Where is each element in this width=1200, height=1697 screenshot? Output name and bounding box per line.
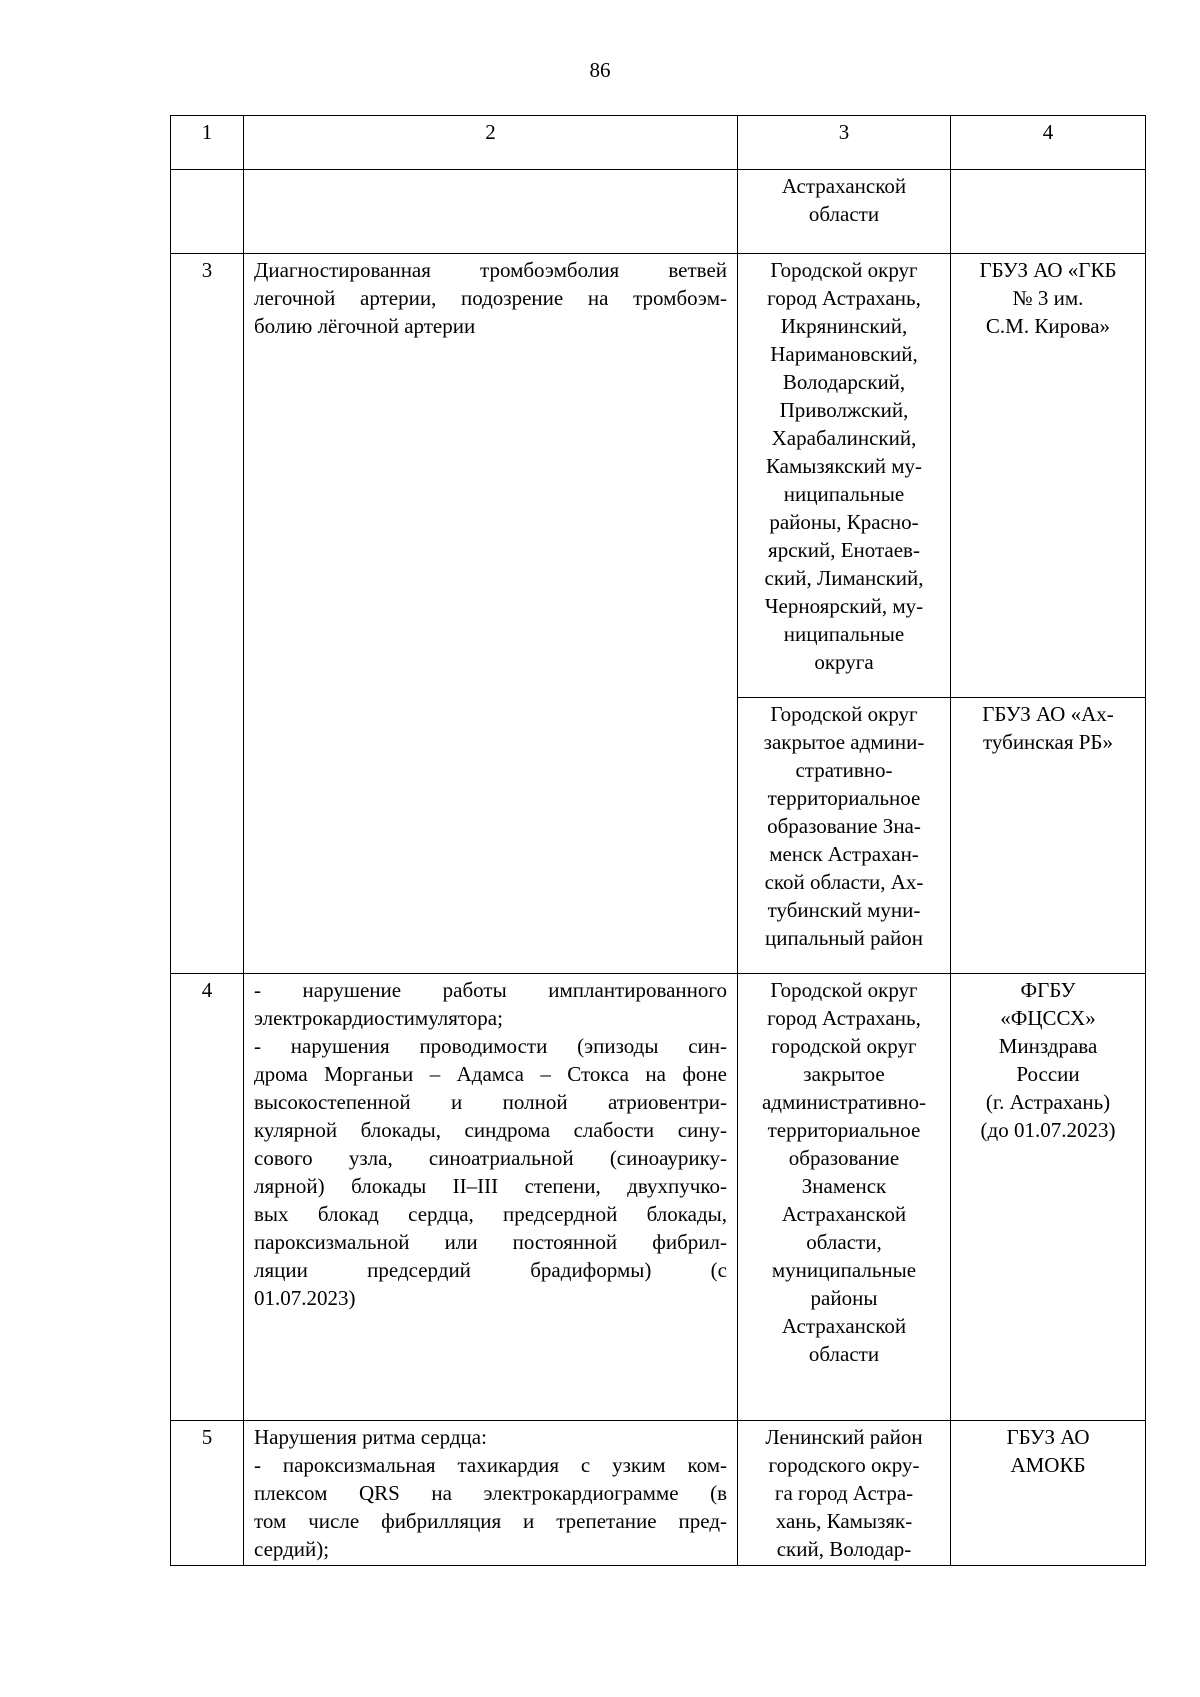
cell-line: ниципальные <box>783 482 905 506</box>
condition-cell <box>244 974 738 1421</box>
facility-cell <box>951 1421 1146 1566</box>
cell-line: Астраханской <box>781 1314 907 1338</box>
condition-line: 01.07.2023) <box>254 1286 356 1310</box>
condition-line: - нарушения проводимости (эпизоды син- <box>254 1034 727 1058</box>
cell-line: га город Астра- <box>774 1481 914 1505</box>
condition-line: - пароксизмальная тахикардия с узким ком- <box>254 1453 727 1477</box>
cell-line: № 3 им. <box>1012 286 1084 310</box>
condition-line: сового узла, синоатриальной (синоаурику- <box>254 1146 727 1170</box>
facility-cell <box>951 974 1146 1421</box>
cell-line: ской области, Ах- <box>764 870 924 894</box>
cell-line: области, <box>806 1230 882 1254</box>
cell-line: Черноярский, му- <box>764 594 924 618</box>
table-row <box>171 254 1146 698</box>
row-number: 3 <box>171 254 244 974</box>
territory-cell <box>738 974 951 1421</box>
condition-line: электрокардиостимулятора; <box>254 1006 503 1030</box>
cell-line: ФГБУ <box>1020 978 1076 1002</box>
row-number: 4 <box>171 974 244 1421</box>
cell-line: тубинский муни- <box>767 898 921 922</box>
condition-line: плексом QRS на электрокардиограмме (в <box>254 1481 727 1505</box>
cell-line: Минздрава <box>998 1034 1098 1058</box>
condition-line: лярной) блокады II–III степени, двухпучко- <box>254 1174 727 1198</box>
cell-line: городской округ <box>771 1034 917 1058</box>
cell-line: районы, Красно- <box>769 510 919 534</box>
cell-line: город Астрахань, <box>767 286 921 310</box>
cell-line: Наримановский, <box>770 342 918 366</box>
condition-line: болию лёгочной артерии <box>254 314 476 338</box>
condition-line: кулярной блокады, синдрома слабости сину- <box>254 1118 727 1142</box>
cell-line: Городской округ <box>770 978 918 1002</box>
table-row <box>171 1421 1146 1566</box>
row-number <box>171 170 244 254</box>
cell-line: ГБУЗ АО «ГКБ <box>979 258 1117 282</box>
header-col-3: 3 <box>738 116 951 170</box>
territory-cell <box>738 170 951 254</box>
cell-line: ниципальные <box>783 622 905 646</box>
cell-line: административно- <box>761 1090 927 1114</box>
cell-line: тубинская РБ» <box>983 730 1113 754</box>
facility-cell <box>951 698 1146 974</box>
cell-line: стративно- <box>795 758 893 782</box>
condition-line: легочной артерии, подозрение на тромбоэм- <box>254 286 727 310</box>
cell-line: «ФЦССХ» <box>1000 1006 1096 1030</box>
cell-line: закрытое <box>803 1062 885 1086</box>
condition-line: Нарушения ритма сердца: <box>254 1425 487 1449</box>
cell-line: Городской округ <box>770 258 918 282</box>
cell-line: город Астрахань, <box>767 1006 921 1030</box>
referral-table <box>170 115 1146 1566</box>
page-number: 86 <box>589 58 611 82</box>
condition-line: том числе фибрилляция и трепетание пред- <box>254 1509 727 1533</box>
cell-line: ярский, Енотаев- <box>768 538 920 562</box>
cell-line: ципальный район <box>765 926 923 950</box>
cell-line: Икрянинский, <box>780 314 908 338</box>
cell-line: Харабалинский, <box>771 426 917 450</box>
header-col-4: 4 <box>951 116 1146 170</box>
condition-line: ляции предсердий брадиформы) (с <box>254 1258 727 1282</box>
condition-cell <box>244 170 738 254</box>
table-row <box>171 170 1146 254</box>
condition-line: сердий); <box>254 1537 330 1561</box>
cell-line: (г. Астрахань) <box>985 1090 1111 1114</box>
cell-line: городского окру- <box>768 1453 920 1477</box>
header-col-1: 1 <box>171 116 244 170</box>
condition-line: Диагностированная тромбоэмболия ветвей <box>254 258 727 282</box>
cell-line: хань, Камызяк- <box>775 1509 913 1533</box>
cell-line: С.М. Кирова» <box>985 314 1111 338</box>
cell-line: Приволжский, <box>779 398 909 422</box>
cell-line: области <box>808 202 880 226</box>
cell-line: муниципальные <box>771 1258 917 1282</box>
condition-line: вых блокад сердца, предсердной блокады, <box>254 1202 727 1226</box>
cell-line: образование <box>788 1146 900 1170</box>
cell-line: Володарский, <box>782 370 906 394</box>
cell-line: менск Астрахан- <box>769 842 919 866</box>
cell-line: ГБУЗ АО <box>1006 1425 1090 1449</box>
condition-cell <box>244 1421 738 1566</box>
cell-line: Городской округ <box>770 702 918 726</box>
facility-cell <box>951 170 1146 254</box>
condition-line: дрома Морганьи – Адамса – Стокса на фоне <box>254 1062 727 1086</box>
facility-cell <box>951 254 1146 698</box>
cell-line: Знаменск <box>801 1174 887 1198</box>
row-number: 5 <box>171 1421 244 1566</box>
table-row <box>171 974 1146 1421</box>
cell-line: Ленинский район <box>765 1425 923 1449</box>
cell-line: ГБУЗ АО «Ах- <box>982 702 1114 726</box>
cell-line: России <box>1016 1062 1080 1086</box>
cell-line: округа <box>814 650 874 674</box>
header-col-2: 2 <box>244 116 738 170</box>
territory-cell <box>738 254 951 698</box>
cell-line: ский, Володар- <box>776 1537 912 1561</box>
cell-line: (до 01.07.2023) <box>980 1118 1116 1142</box>
cell-line: территориальное <box>767 1118 921 1142</box>
territory-cell <box>738 1421 951 1566</box>
cell-line: ский, Лиманский, <box>764 566 924 590</box>
condition-line: пароксизмальной или постоянной фибрил- <box>254 1230 727 1254</box>
table-header-row <box>171 116 1146 170</box>
cell-line: Астраханской <box>781 1202 907 1226</box>
condition-cell <box>244 254 738 974</box>
territory-cell <box>738 698 951 974</box>
cell-line: районы <box>810 1286 878 1310</box>
cell-line: области <box>808 1342 880 1366</box>
cell-line: образование Зна- <box>767 814 921 838</box>
cell-line: территориальное <box>767 786 921 810</box>
condition-line: - нарушение работы имплантированного <box>254 978 727 1002</box>
cell-line: закрытое админи- <box>763 730 925 754</box>
cell-line: АМОКБ <box>1010 1453 1086 1477</box>
cell-line: Камызякский му- <box>765 454 923 478</box>
cell-line: Астраханской <box>781 174 907 198</box>
condition-line: высокостепенной и полной атриовентри- <box>254 1090 727 1114</box>
